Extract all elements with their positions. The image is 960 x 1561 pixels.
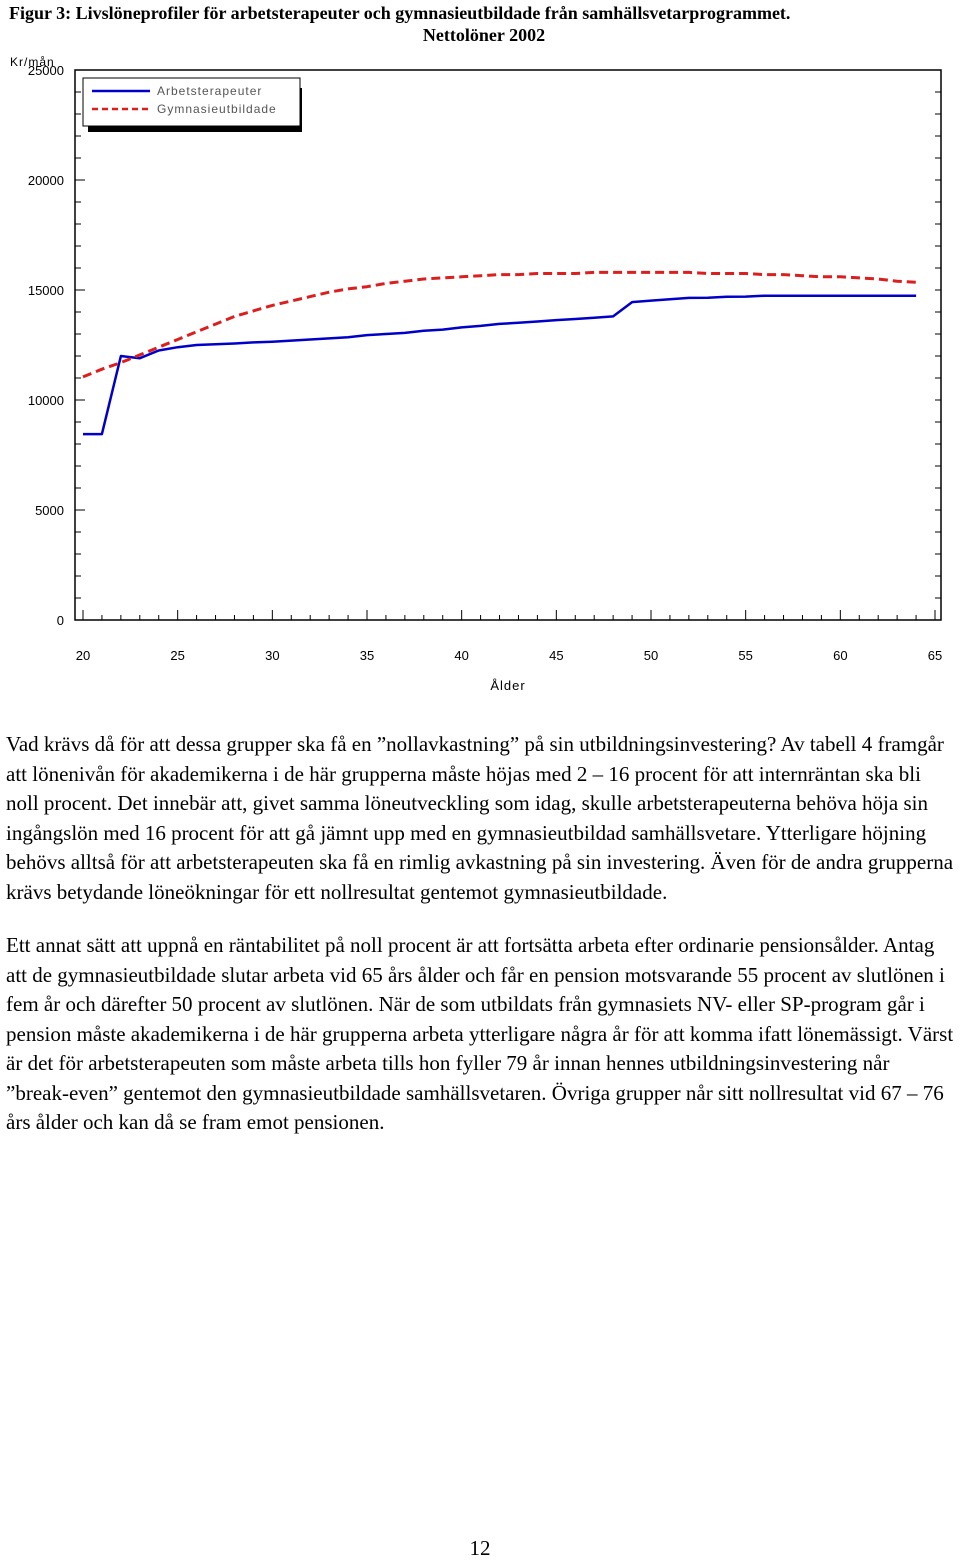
y-tick-label: 0 bbox=[56, 613, 64, 628]
plot-lines bbox=[83, 272, 916, 434]
paragraph-1: Vad krävs då för att dessa grupper ska få en ”nollavkastning” på sin utbildningsinvestering? Av tabell 4 framgår att lönenivån för akademikerna i de här grupperna måste höjas med 2 – 16 procent för att internräntan ska bli noll procent. Det innebär att, givet samma löneutveckling som idag, skulle arbetsterapeuterna behöva höja sin ingångslön med 16 procent för att gå jämnt upp med en gymnasieutbildad samhällsvetare. Ytterligare höjning behövs alltså för att arbetsterapeuten ska få en rimlig avkastning på sin investering. Även för de andra grupperna krävs betydande löneökningar för ett nollresultat gentemot gymnasieutbildade. bbox=[6, 732, 954, 904]
x-axis-label: Ålder bbox=[490, 678, 526, 693]
y-axis-label: Kr/mån bbox=[10, 55, 55, 69]
x-axis bbox=[76, 610, 942, 663]
y-tick-label: 10000 bbox=[27, 393, 64, 408]
body-text bbox=[6, 730, 956, 1162]
x-tick-label: 30 bbox=[265, 648, 280, 663]
x-tick-label: 55 bbox=[738, 648, 753, 663]
salary-profile-chart bbox=[0, 40, 960, 700]
legend-label-gymnasieutbildade: Gymnasieutbildade bbox=[157, 102, 277, 116]
x-tick-label: 50 bbox=[643, 648, 659, 663]
y-tick-label: 5000 bbox=[35, 503, 64, 518]
page-number: 12 bbox=[469, 1536, 491, 1560]
y-tick-label: 20000 bbox=[27, 173, 64, 188]
x-tick-label: 20 bbox=[75, 648, 91, 663]
legend-label-arbetsterapeuter: Arbetsterapeuter bbox=[157, 84, 263, 98]
x-tick-label: 40 bbox=[454, 648, 469, 663]
y-tick-label: 15000 bbox=[27, 283, 64, 298]
figure-subtitle: Nettolöner 2002 bbox=[422, 25, 546, 45]
x-tick-label: 25 bbox=[170, 648, 185, 663]
series-line-arbetsterapeuter bbox=[83, 296, 916, 434]
y-tick-label: 25000 bbox=[27, 63, 64, 78]
x-tick-label: 65 bbox=[927, 648, 943, 663]
x-tick-label: 45 bbox=[549, 648, 564, 663]
paragraph-2: Ett annat sätt att uppnå en räntabilitet på noll procent är att fortsätta arbeta efter ordinarie pensionsålder. Antag att de gymnasieutbildade slutar arbeta vid 65 års ålder och får en pension motsvarande 55 procent av slutlönen i fem år och därefter 50 procent av slutlönen. När de som utbildats från gymnasiets NV- eller SP-program går i pension måste akademikerna i de här grupperna arbeta ytterligare några år för att komma ifatt lönemässigt. Värst är det för arbetsterapeuten som måste arbeta tills hon fyller 79 år innan hennes utbildningsinvestering når ”break-even” gentemot den gymnasieutbildade samhällsvetaren. Övriga grupper når sitt nollresultat vid 67 – 76 års ålder och kan då se fram emot pensionen. bbox=[6, 933, 954, 1134]
legend bbox=[83, 78, 302, 132]
x-tick-label: 35 bbox=[359, 648, 375, 663]
figure-title-main: Figur 3: Livslöneprofiler för arbetsterapeuter och gymnasieutbildade från samhällsvetarprogrammet. bbox=[9, 3, 791, 23]
x-tick-label: 60 bbox=[833, 648, 848, 663]
